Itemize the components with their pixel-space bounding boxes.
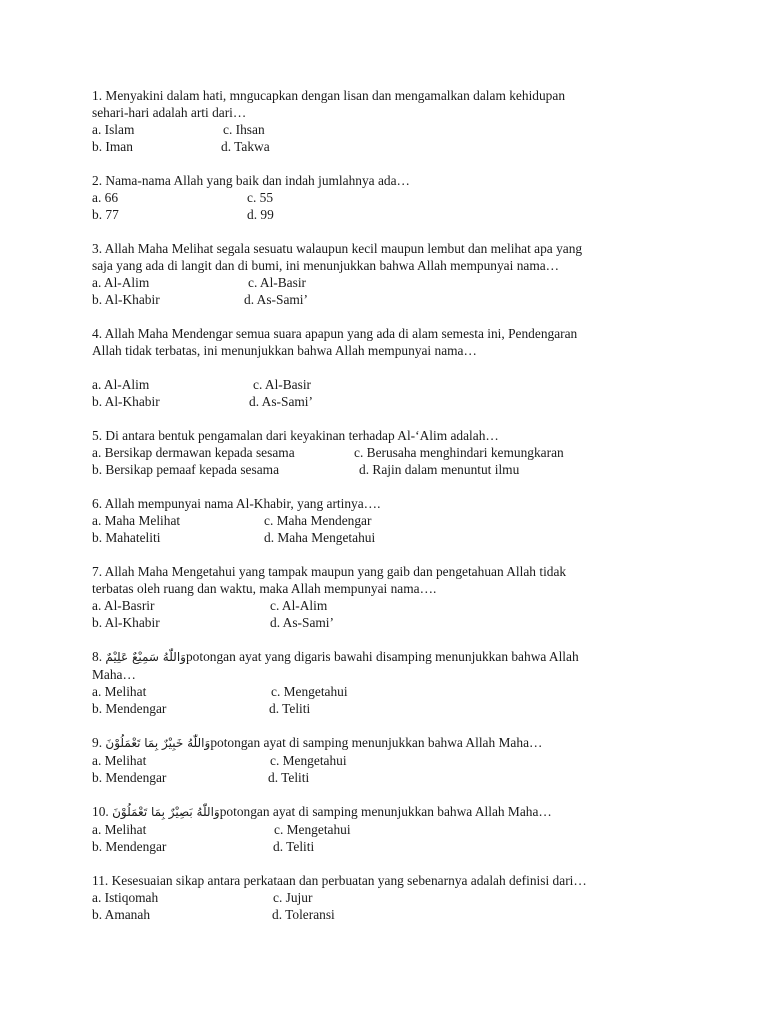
option-a: a. Maha Melihat [92, 513, 181, 528]
option-a: a. Al-Alim [92, 377, 150, 392]
option-b: b. Mahateliti [92, 530, 161, 545]
option-c: c. Ihsan [223, 122, 265, 137]
option-d: d. 99 [247, 207, 274, 222]
option-b: b. Al-Khabir [92, 615, 160, 630]
option-row [92, 138, 732, 155]
question-number: 6. [92, 496, 103, 511]
question-text: potongan ayat yang digaris bawahi disamping menunjukkan bahwa Allah Maha… [92, 649, 579, 682]
option-a: a. Istiqomah [92, 890, 159, 905]
option-d: d. As-Sami’ [244, 292, 308, 307]
option-b: b. Amanah [92, 907, 151, 922]
option-b: b. Al-Khabir [92, 292, 160, 307]
option-row [92, 838, 732, 855]
question-number: 11. [92, 873, 109, 888]
option-d: d. Toleransi [272, 907, 335, 922]
option-a: a. Bersikap dermawan kepada sesama [92, 445, 295, 460]
option-row [92, 274, 732, 291]
option-c: c. Al-Basir [248, 275, 307, 290]
option-row [92, 700, 732, 717]
question-8 [92, 648, 732, 717]
option-a: a. Melihat [92, 822, 147, 837]
option-b: b. Al-Khabir [92, 394, 160, 409]
option-row [92, 291, 732, 308]
option-d: d. Teliti [273, 839, 315, 854]
option-b: b. 77 [92, 207, 119, 222]
option-a: a. Melihat [92, 684, 147, 699]
option-c: c. Maha Mendengar [264, 513, 372, 528]
option-a: a. Islam [92, 122, 135, 137]
option-row [92, 393, 732, 410]
option-d: d. As-Sami’ [270, 615, 334, 630]
question-number: 8. [92, 649, 103, 664]
option-row [92, 769, 732, 786]
option-c: c. 55 [247, 190, 274, 205]
option-row [92, 906, 732, 923]
question-text: potongan ayat di samping menunjukkan bahwa Allah Maha… [210, 735, 543, 750]
question-7 [92, 563, 732, 631]
option-row [92, 683, 732, 700]
question-2 [92, 172, 732, 223]
option-row [92, 206, 732, 223]
option-row [92, 444, 732, 461]
option-row [92, 752, 732, 769]
quran-verse-fragment: وَاللّٰهُ سَمِيْعٌ عَلِيْمٌ [105, 650, 186, 664]
option-d: d. Maha Mengetahui [264, 530, 376, 545]
option-c: c. Mengetahui [274, 822, 351, 837]
option-row [92, 121, 732, 138]
question-number: 9. [92, 735, 103, 750]
question-4 [92, 325, 732, 410]
option-b: b. Mendengar [92, 770, 167, 785]
question-number: 10. [92, 804, 109, 819]
option-c: c. Berusaha menghindari kemungkaran [354, 445, 564, 460]
option-c: c. Mengetahui [270, 753, 347, 768]
question-11 [92, 872, 732, 923]
option-b: b. Iman [92, 139, 133, 154]
option-c: c. Al-Alim [270, 598, 328, 613]
question-6 [92, 495, 732, 546]
option-c: c. Jujur [273, 890, 313, 905]
option-b: b. Bersikap pemaaf kepada sesama [92, 462, 280, 477]
option-c: c. Mengetahui [271, 684, 348, 699]
question-number: 1. [92, 88, 103, 103]
question-number: 3. [92, 241, 103, 256]
quran-verse-fragment: وَاللّٰهُ بَصِيْرٌ بِمَا تَعْمَلُوْنَ [112, 805, 220, 819]
question-number: 5. [92, 428, 103, 443]
option-b: b. Mendengar [92, 701, 167, 716]
question-number: 4. [92, 326, 103, 341]
question-10 [92, 803, 732, 855]
quiz-document [92, 87, 732, 940]
question-text: Allah Maha Mendengar semua suara apapun yang ada di alam semesta ini, Pendengaran Allah tidak terbatas, ini menunjukkan bahwa Allah mempunyai nama… [92, 326, 578, 358]
option-d: d. Takwa [221, 139, 270, 154]
question-text: Kesesuaian sikap antara perkataan dan perbuatan yang sebenarnya adalah definisi dari… [111, 873, 587, 888]
option-row [92, 889, 732, 906]
option-row [92, 597, 732, 614]
option-row [92, 376, 732, 393]
option-a: a. Melihat [92, 753, 147, 768]
question-text: Nama-nama Allah yang baik dan indah jumlahnya ada… [105, 173, 410, 188]
question-5 [92, 427, 732, 478]
quran-verse-fragment: وَاللّٰهُ خَبِيْرٌ بِمَا تَعْمَلُوْنَ [105, 736, 211, 750]
question-text: Menyakini dalam hati, mngucapkan dengan lisan dan mengamalkan dalam kehidupan sehari-hari adalah arti dari… [92, 88, 566, 120]
option-row [92, 821, 732, 838]
option-d: d. Teliti [268, 770, 310, 785]
question-1 [92, 87, 732, 155]
question-3 [92, 240, 732, 308]
option-a: a. Al-Alim [92, 275, 150, 290]
option-row [92, 614, 732, 631]
question-text: Allah Maha Mengetahui yang tampak maupun yang gaib dan pengetahuan Allah tidak terbatas oleh ruang dan waktu, maka Allah mempunyai nama…. [92, 564, 567, 596]
option-row [92, 189, 732, 206]
option-c: c. Al-Basir [253, 377, 312, 392]
option-d: d. As-Sami’ [249, 394, 313, 409]
question-number: 2. [92, 173, 103, 188]
question-text: Allah Maha Melihat segala sesuatu walaupun kecil maupun lembut dan melihat apa yang saja yang ada di langit dan di bumi, ini menunjukkan bahwa Allah mempunyai nama… [92, 241, 583, 273]
option-row [92, 529, 732, 546]
question-text: Di antara bentuk pengamalan dari keyakinan terhadap Al-‘Alim adalah… [105, 428, 499, 443]
question-9 [92, 734, 732, 786]
option-row [92, 461, 732, 478]
question-text: Allah mempunyai nama Al-Khabir, yang artinya…. [104, 496, 381, 511]
option-a: a. 66 [92, 190, 119, 205]
question-number: 7. [92, 564, 103, 579]
option-d: d. Rajin dalam menuntut ilmu [359, 462, 520, 477]
option-b: b. Mendengar [92, 839, 167, 854]
option-row [92, 512, 732, 529]
option-d: d. Teliti [269, 701, 311, 716]
question-text: potongan ayat di samping menunjukkan bahwa Allah Maha… [219, 804, 552, 819]
option-a: a. Al-Basrir [92, 598, 155, 613]
